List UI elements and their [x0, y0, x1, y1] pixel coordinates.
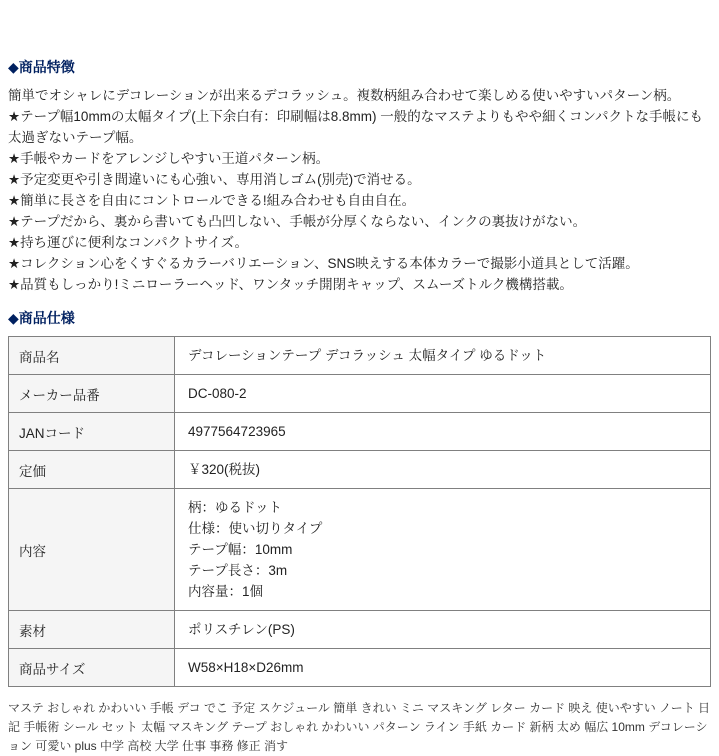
feature-item: ★コレクション心をくすぐるカラーバリエーション、SNS映えする本体カラーで撮影小道具として活躍。 [8, 256, 639, 271]
feature-item: ★品質もしっかり!ミニローラーヘッド、ワンタッチ開閉キャップ、スムーズトルク機構搭載。 [8, 277, 573, 292]
feature-item: ★予定変更や引き間違いにも心強い、専用消しゴム(別売)で消せる。 [8, 172, 421, 187]
features-heading: ◆商品特徴 [8, 59, 75, 75]
spec-row-list-price [9, 451, 711, 489]
spec-value: 4977564723965 [175, 413, 711, 451]
spec-row-product-size [9, 649, 711, 687]
spec-value: ポリスチレン(PS) [175, 611, 711, 649]
spec-value: W58×H18×D26mm [175, 649, 711, 687]
feature-item: ★簡単に長さを自由にコントロールできる!組み合わせも自由自在。 [8, 193, 416, 208]
spec-row-maker-number [9, 375, 711, 413]
spec-label: 商品サイズ [9, 649, 175, 687]
specs-table [8, 336, 711, 687]
keyword-tags: マステ おしゃれ かわいい 手帳 デコ でこ 予定 スケジュール 簡単 きれい ミニ マスキング レター カード 映え 使いやすい ノート 日記 手帳術 シール セット 太幅 マスキング テープ おしゃれ かわいい パターン ライン 手紙 カード 新柄 太め 幅広 10mm デコレーション 可愛い plus 中学 高校 大学 仕事 事務 修正 消す [8, 701, 711, 753]
spec-label: 定価 [9, 451, 175, 489]
feature-item: ★テープ幅10mmの太幅タイプ(上下余白有：印刷幅は8.8mm) 一般的なマステよりもやや細くコンパクトな手帳にも太過ぎないテープ幅。 [8, 109, 704, 145]
spec-row-material [9, 611, 711, 649]
product-specs-section [8, 309, 711, 687]
spec-label: メーカー品番 [9, 375, 175, 413]
feature-item: ★持ち運びに便利なコンパクトサイズ。 [8, 235, 248, 250]
spec-label: 内容 [9, 489, 175, 611]
product-features-section [8, 58, 711, 295]
spec-label: 素材 [9, 611, 175, 649]
spec-label: 商品名 [9, 337, 175, 375]
spec-value: デコレーションテープ デコラッシュ 太幅タイプ ゆるドット [175, 337, 711, 375]
specs-heading: ◆商品仕様 [8, 310, 75, 326]
feature-item: ★テープだから、裏から書いても凸凹しない、手帳が分厚くならない、インクの裏抜けがない。 [8, 214, 587, 229]
spec-value: ￥320(税抜) [175, 451, 711, 489]
spec-row-jan-code [9, 413, 711, 451]
feature-item: ★手帳やカードをアレンジしやすい王道パターン柄。 [8, 151, 330, 166]
spec-value: 柄：ゆるドット 仕様：使い切りタイプ テープ幅：10mm テープ長さ：3m 内容量：1個 [175, 489, 711, 611]
spec-row-product-name [9, 337, 711, 375]
feature-intro: 簡単でオシャレにデコレーションが出来るデコラッシュ。複数柄組み合わせて楽しめる使いやすいパターン柄。 [8, 88, 681, 103]
spec-row-contents [9, 489, 711, 611]
spec-value: DC-080-2 [175, 375, 711, 413]
spec-label: JANコード [9, 413, 175, 451]
